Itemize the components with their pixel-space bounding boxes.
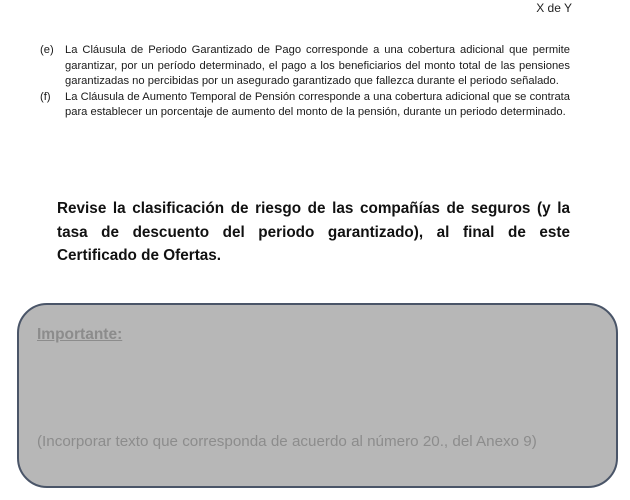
clause-list	[40, 43, 570, 121]
important-box	[17, 303, 618, 488]
clause-letter: (e)	[40, 44, 54, 56]
important-placeholder-text: (Incorporar texto que corresponda de acuerdo al número 20., del Anexo 9)	[37, 433, 537, 450]
clause-item-f	[40, 90, 570, 121]
clause-text: La Cláusula de Periodo Garantizado de Pago corresponde a una cobertura adicional que permite garantizar, por un período determinado, el pago a los beneficiarios del monto total de las pensiones garantizadas no percibidas por un asegurado garantizado que fallezca durante el periodo señalado.	[65, 44, 570, 88]
clause-text: La Cláusula de Aumento Temporal de Pensión corresponde a una cobertura adicional que se contrata para establecer un porcentaje de aumento del monto de la pensión, durante un periodo determinado.	[65, 90, 570, 119]
important-title: Importante:	[37, 326, 123, 343]
clause-letter: (f)	[40, 90, 51, 103]
page-number: X de Y	[536, 1, 572, 15]
risk-rating-notice: Revise la clasificación de riesgo de las compañías de seguros (y la tasa de descuento del periodo garantizado), al final de este Certificado de Ofertas.	[57, 200, 570, 264]
clause-item-e	[40, 43, 570, 90]
